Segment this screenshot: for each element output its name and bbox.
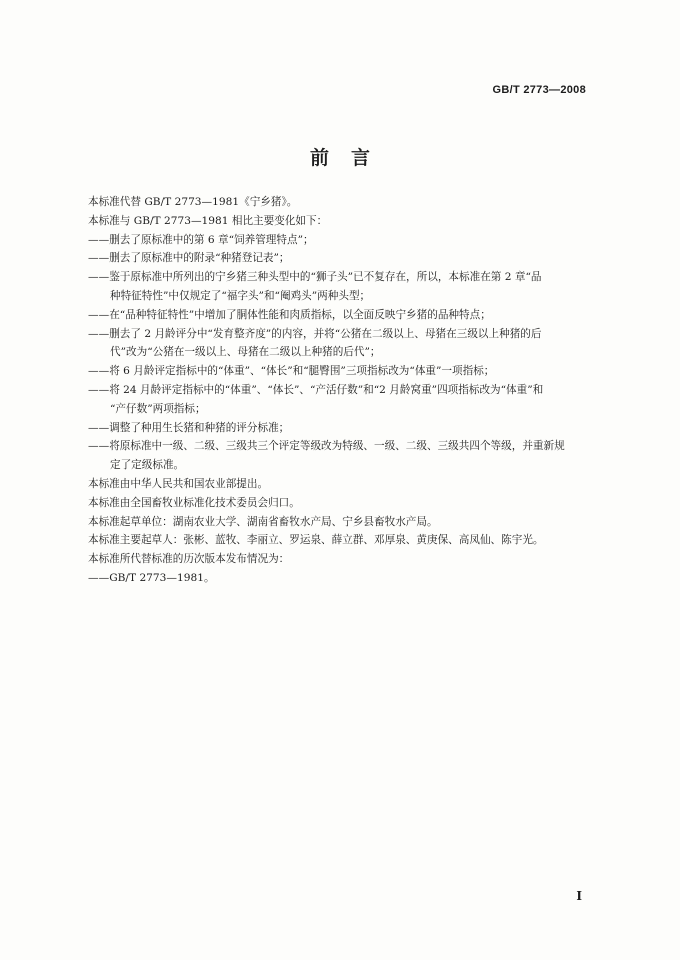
history-item: ——GB/T 2773—1981。: [88, 571, 215, 584]
change-item-continuation: 种特征特性”中仅规定了“福字头”和“阉鸡头”两种头型；: [110, 289, 371, 302]
drafting-units-paragraph: 本标准起草单位：湖南农业大学、湖南省畜牧水产局、宁乡县畜牧水产局。: [88, 515, 438, 528]
drafters-paragraph: 本标准主要起草人：张彬、蓝牧、李丽立、罗运泉、薛立群、邓厚泉、黄庚保、高凤仙、陈宇光。: [88, 534, 544, 547]
changes-intro-paragraph: 本标准与 GB/T 2773—1981 相比主要变化如下：: [88, 214, 328, 227]
change-item: ——将 6 月龄评定指标中的“体重”、“体长”和“腿臀围”三项指标改为“体重”一项指标；: [88, 365, 495, 378]
change-item-continuation: 代”改为“公猪在一级以上、母猪在二级以上种猪的后代”；: [110, 346, 381, 359]
change-item: ——删去了 2 月龄评分中“发育整齐度”的内容，并将“公猪在二级以上、母猪在三级以上种猪的后: [88, 327, 542, 340]
change-item: ——将 24 月龄评定指标中的“体重”、“体长”、“产活仔数”和“2 月龄窝重”四项指标改为“体重”和: [88, 383, 544, 396]
change-item: ——将原标准中一级、二级、三级共三个评定等级改为特级、一级、二级、三级共四个等级，并重新规: [88, 440, 565, 453]
standard-code: GB/T 2773—2008: [492, 84, 586, 96]
change-item-continuation: 定了定级标准。: [110, 459, 185, 472]
proposed-by-paragraph: 本标准由中华人民共和国农业部提出。: [88, 477, 269, 490]
managed-by-paragraph: 本标准由全国畜牧业标准化技术委员会归口。: [88, 496, 300, 509]
page-title: 前言: [309, 147, 392, 169]
change-item: ——鉴于原标准中所列出的宁乡猪三种头型中的“狮子头”已不复存在，所以，本标准在第 2 章“品: [88, 271, 542, 284]
change-item: ——在“品种特征特性”中增加了胴体性能和肉质指标，以全面反映宁乡猪的品种特点；: [88, 308, 491, 321]
change-item: ——删去了原标准中的附录“种猪登记表”；: [88, 252, 290, 265]
change-item: ——删去了原标准中的第 6 章“饲养管理特点”；: [88, 233, 314, 246]
history-intro-paragraph: 本标准所代替标准的历次版本发布情况为：: [88, 553, 290, 566]
replaces-paragraph: 本标准代替 GB/T 2773—1981《宁乡猪》。: [88, 196, 298, 208]
change-item: ——调整了种用生长猪和种猪的评分标准；: [88, 421, 290, 434]
page-number: I: [576, 889, 582, 903]
document-body: [88, 193, 600, 588]
change-item-continuation: “产仔数”两项指标；: [110, 402, 206, 415]
